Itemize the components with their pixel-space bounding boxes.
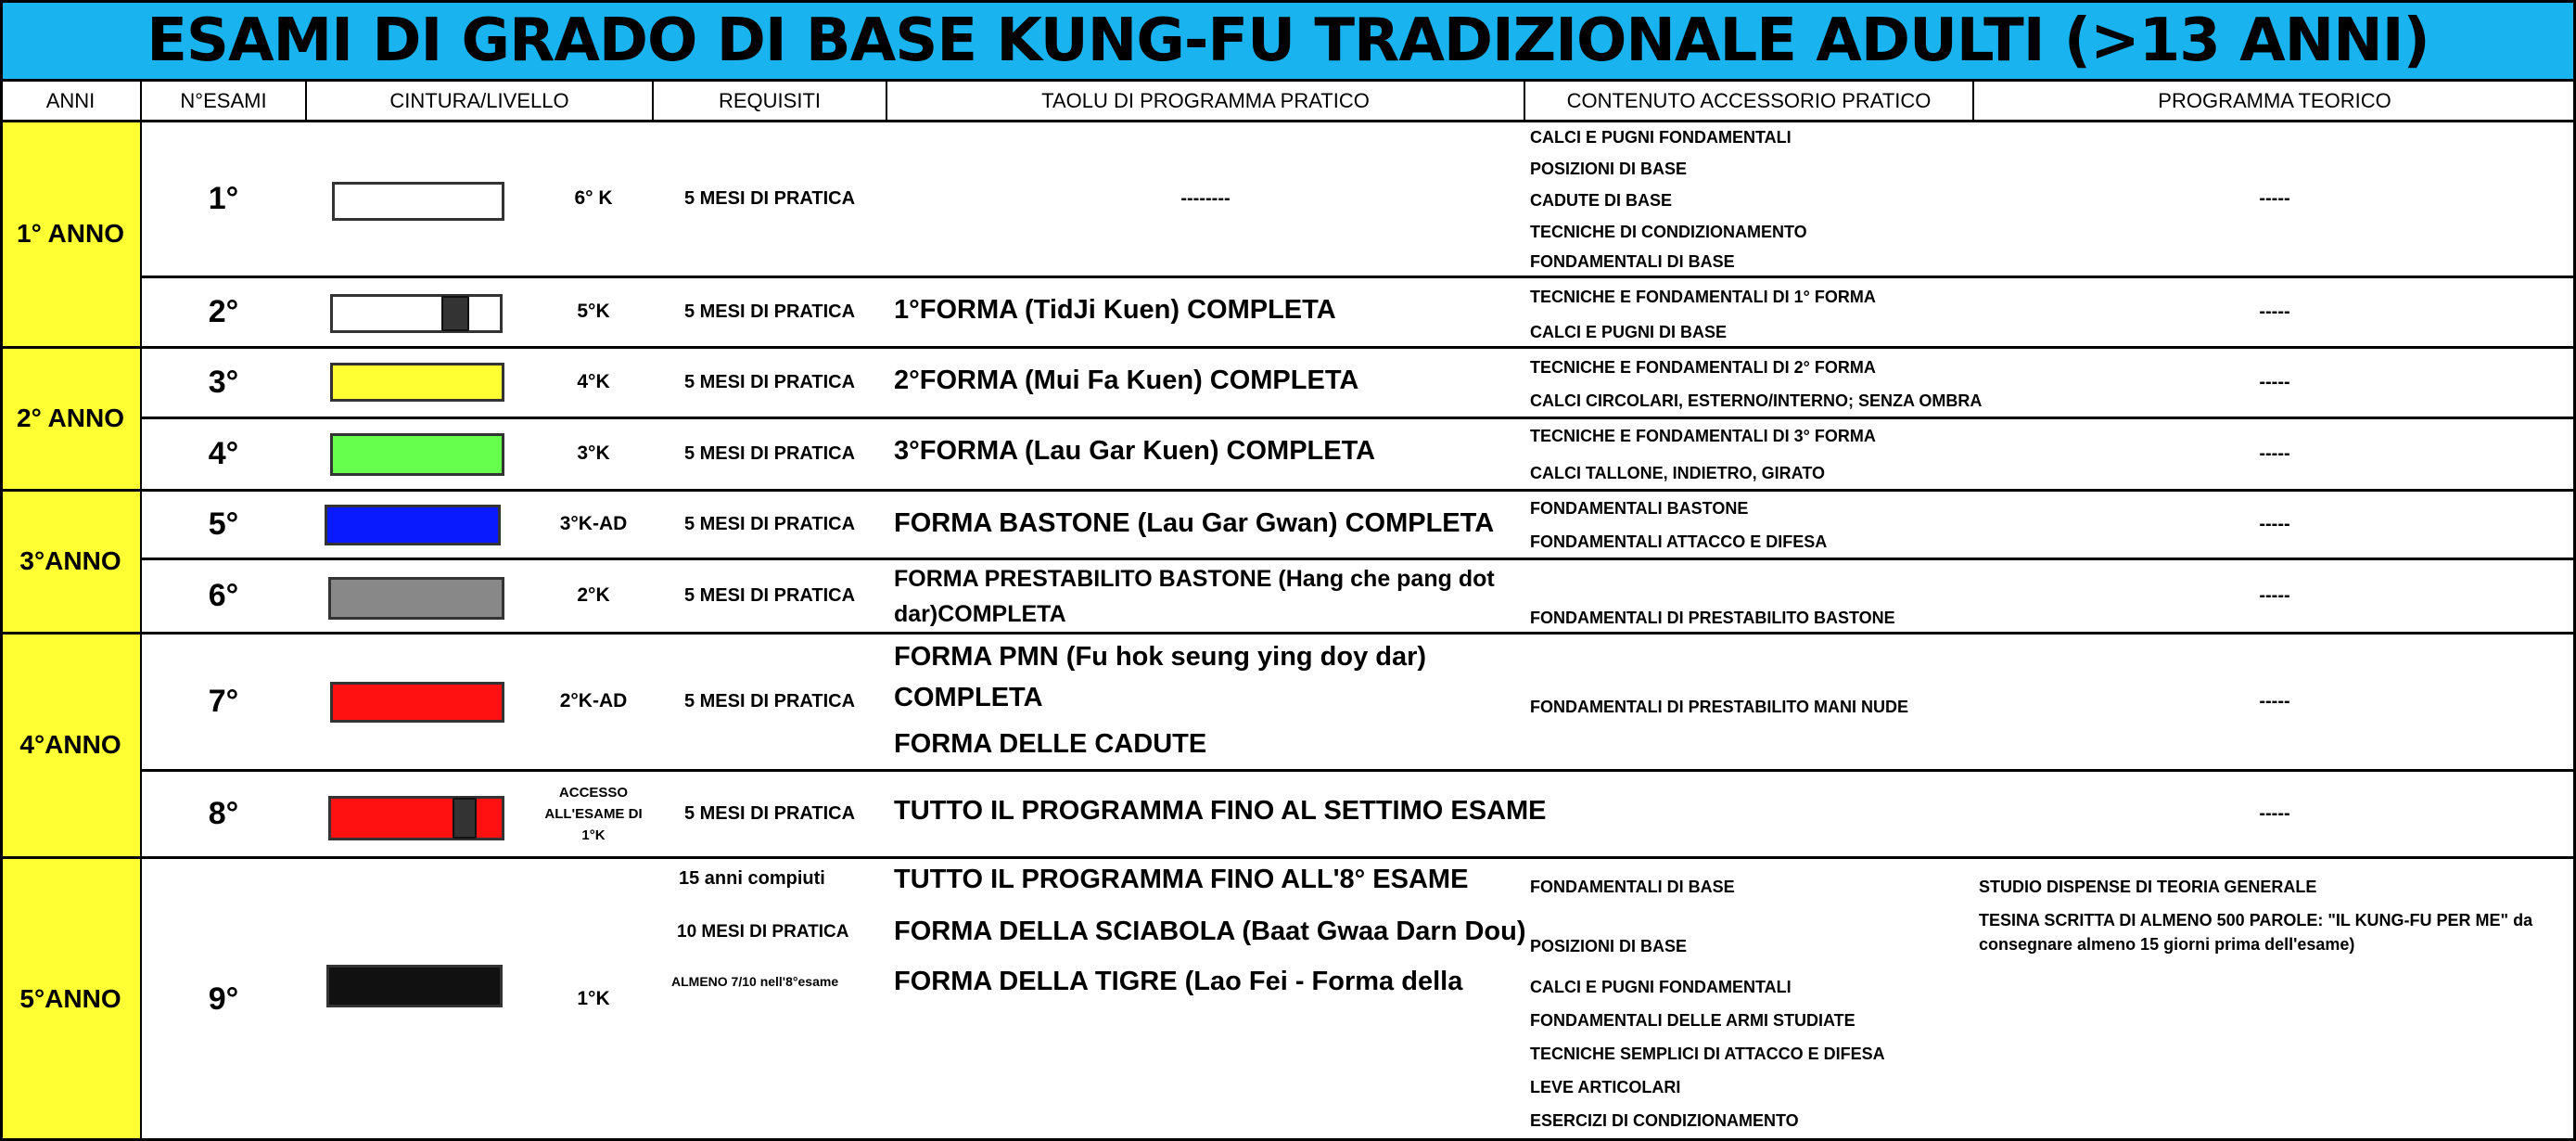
theory-program: ----- [2259,690,2290,712]
accessory-item: CALCI CIRCOLARI, ESTERNO/INTERNO; SENZA OMBRA [1530,391,1983,410]
exam-number: 9° [208,981,239,1017]
accessory-item: TECNICHE E FONDAMENTALI DI 3° FORMA [1530,427,1876,445]
level-label: 2°K [577,584,610,606]
grid-line [0,632,2576,635]
belt-grey [328,577,504,620]
practical-program: TUTTO IL PROGRAMMA FINO AL SETTIMO ESAME [894,796,1547,826]
header-teorico: PROGRAMMA TEORICO [2158,89,2391,112]
level-label: 5°K [577,301,610,322]
exam-number: 7° [208,683,239,719]
practical-program: FORMA BASTONE (Lau Gar Gwan) COMPLETA [894,508,1495,538]
theory-program: ----- [2259,513,2290,534]
accessory-item: ESERCIZI DI CONDIZIONAMENTO [1530,1111,1799,1130]
accessory-item: FONDAMENTALI DELLE ARMI STUDIATE [1530,1011,1855,1030]
accessory-item: FONDAMENTALI BASTONE [1530,499,1749,518]
practical-program: 2°FORMA (Mui Fa Kuen) COMPLETA [894,365,1359,395]
level-label: 3°K-AD [559,513,628,534]
belt-red-striped [328,796,504,840]
grid-line [652,82,654,121]
practical-program: -------- [1180,187,1231,209]
grid-line [0,120,2576,122]
requirement: 5 MESI DI PRATICA [683,187,856,209]
exam-number: 5° [208,506,239,542]
accessory-item: TECNICHE SEMPLICI DI ATTACCO E DIFESA [1530,1045,1885,1063]
requirement: 10 MESI DI PRATICA [677,922,849,942]
exam-number: 6° [208,577,239,613]
exam-number: 2° [208,293,239,329]
grid-line [305,82,307,121]
grid-line [141,417,2576,419]
belt-black [326,965,503,1007]
accessory-item: TECNICHE E FONDAMENTALI DI 2° FORMA [1530,358,1876,377]
belt-white-striped [330,294,503,333]
theory-item: consegnare almeno 15 giorni prima dell'esame) [1979,935,2355,954]
theory-program: ----- [2259,584,2290,606]
practical-program: TUTTO IL PROGRAMMA FINO ALL'8° ESAME [894,865,1469,894]
practical-program: FORMA DELLA SCIABOLA (Baat Gwaa Darn Dou) [894,917,1526,946]
level-label: 2°K-AD [559,690,628,712]
accessory-item: LEVE ARTICOLARI [1530,1078,1681,1096]
requirement: 5 MESI DI PRATICA [683,371,856,392]
practical-program: dar)COMPLETA [894,601,1066,627]
header-cintura: CINTURA/LIVELLO [389,89,569,112]
requirement: 5 MESI DI PRATICA [683,301,856,322]
grid-line [0,489,2576,492]
belt-blue [325,505,501,545]
year-4: 4°ANNO [0,633,141,857]
accessory-item: TECNICHE E FONDAMENTALI DI 1° FORMA [1530,288,1876,306]
year-2: 2° ANNO [0,347,141,490]
theory-item: TESINA SCRITTA DI ALMENO 500 PAROLE: "IL KUNG-FU PER ME" da [1979,911,2533,929]
title-bar [0,0,2576,82]
grid-line [0,82,3,1141]
grid-line [1972,82,1974,121]
belt-stripe [441,296,469,331]
level-line: 1°K [581,827,606,843]
accessory-item: CADUTE DI BASE [1530,191,1673,210]
practical-program: COMPLETA [894,683,1043,712]
header-anni: ANNI [45,89,96,112]
accessory-item: TECNICHE DI CONDIZIONAMENTO [1530,223,1807,241]
practical-program: 3°FORMA (Lau Gar Kuen) COMPLETA [894,436,1376,466]
level-line: ALL'ESAME DI [544,805,643,822]
header-taolu: TAOLU DI PROGRAMMA PRATICO [1041,89,1370,112]
grid-line [0,346,2576,349]
level-label: 4°K [577,371,610,392]
practical-program: FORMA PMN (Fu hok seung ying doy dar) [894,642,1427,672]
belt-stripe [453,798,477,839]
requirement: 15 anni compiuti [679,868,825,889]
accessory-item: POSIZIONI DI BASE [1530,160,1688,178]
header-esami: N°ESAMI [180,89,267,112]
accessory-item: POSIZIONI DI BASE [1530,937,1688,955]
accessory-item: CALCI E PUGNI DI BASE [1530,323,1728,341]
level-label: 3°K [577,442,610,464]
belt-white [332,182,504,221]
grid-line [1524,82,1525,121]
theory-program: ----- [2259,802,2290,824]
requirement: 5 MESI DI PRATICA [683,584,856,606]
accessory-item: FONDAMENTALI ATTACCO E DIFESA [1530,532,1828,551]
level-line: ACCESSO [558,784,629,801]
grid-line [0,856,2576,859]
year-1: 1° ANNO [0,121,141,347]
requirement: 5 MESI DI PRATICA [683,442,856,464]
grid-line [886,82,887,121]
theory-item: STUDIO DISPENSE DI TEORIA GENERALE [1979,878,2317,896]
theory-program: ----- [2259,442,2290,464]
accessory-item: FONDAMENTALI DI PRESTABILITO BASTONE [1530,609,1895,627]
requirement: 5 MESI DI PRATICA [683,802,856,824]
practical-program: FORMA PRESTABILITO BASTONE (Hang che pang dot [894,566,1495,592]
header-requisiti: REQUISITI [718,89,821,112]
exam-number: 3° [208,364,239,400]
requirement: 5 MESI DI PRATICA [683,690,856,712]
grid-line [140,82,142,1141]
grid-line [141,769,2576,772]
practical-program: FORMA DELLE CADUTE [894,729,1207,759]
page-title: ESAMI DI GRADO DI BASE KUNG-FU TRADIZIONALE ADULTI (>13 ANNI) [147,6,2429,75]
grid-line [141,276,2576,278]
accessory-item: FONDAMENTALI DI BASE [1530,252,1735,271]
accessory-item: FONDAMENTALI DI PRESTABILITO MANI NUDE [1530,698,1908,716]
theory-program: ----- [2259,187,2290,209]
practical-program: 1°FORMA (TidJi Kuen) COMPLETA [894,295,1336,325]
belt-green [330,433,504,476]
belt-yellow [330,363,504,402]
practical-program: FORMA DELLA TIGRE (Lao Fei - Forma della [894,967,1463,996]
requirement: ALMENO 7/10 nell'8°esame [671,974,839,989]
accessory-item: FONDAMENTALI DI BASE [1530,878,1735,896]
accessory-item: CALCI E PUGNI FONDAMENTALI [1530,978,1792,996]
belt-red [330,682,504,723]
theory-program: ----- [2259,371,2290,392]
accessory-item: CALCI E PUGNI FONDAMENTALI [1530,128,1792,147]
level-label [534,770,653,857]
accessory-item: CALCI TALLONE, INDIETRO, GIRATO [1530,464,1825,482]
level-label: 1°K [577,988,610,1009]
exam-number: 8° [208,795,239,831]
header-contenuto: CONTENUTO ACCESSORIO PRATICO [1566,89,1932,112]
exam-number: 1° [208,180,239,216]
grid-line [141,558,2576,560]
requirement: 5 MESI DI PRATICA [683,513,856,534]
theory-program: ----- [2259,301,2290,322]
year-5: 5°ANNO [0,857,141,1141]
exam-number: 4° [208,435,239,471]
level-label: 6° K [574,187,613,209]
year-3: 3°ANNO [0,490,141,633]
